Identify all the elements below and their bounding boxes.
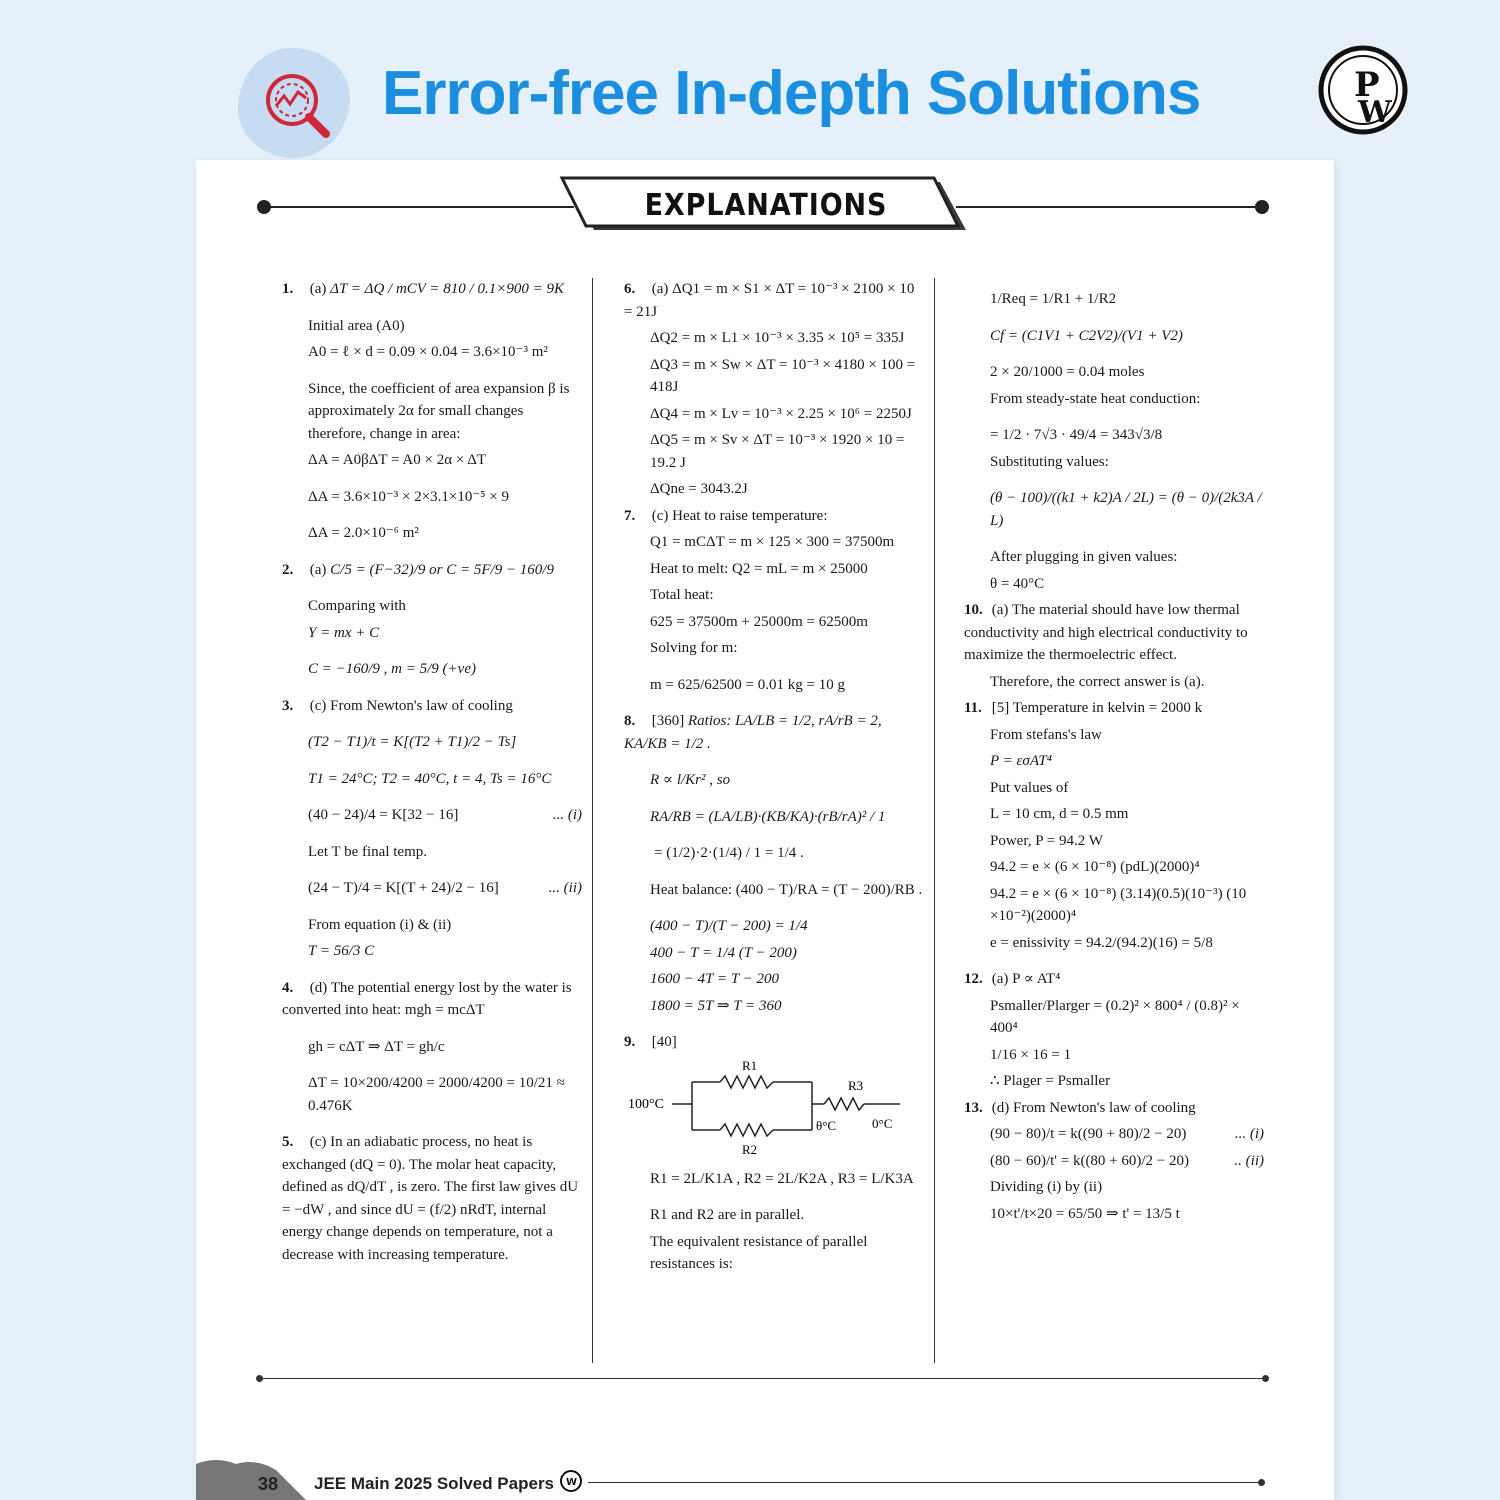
- footer-tab-shape: [196, 1456, 306, 1500]
- equation: RA/RB = (LA/LB)·(KB/KA)·(rB/rA)² / 1: [650, 808, 886, 825]
- text-line: Initial area (A0): [308, 317, 405, 334]
- equation: (θ − 100)/((k1 + k2)A / 2L) = (θ − 0)/(2k3A / L): [990, 490, 1262, 529]
- rule-dot: [1258, 1479, 1265, 1486]
- bottom-rule: [259, 1378, 1265, 1379]
- equation: ΔQne = 3043.2J: [650, 481, 748, 497]
- equation: (90 − 80)/t = k((90 + 80)/2 − 20) ... (i): [990, 1126, 1264, 1142]
- page-number: 38: [258, 1474, 279, 1494]
- equation: Y = mx + C: [308, 624, 380, 641]
- svg-text:W: W: [1358, 95, 1392, 130]
- equation: ∴ Plager = Psmaller: [990, 1073, 1111, 1089]
- rule-dot: [1262, 1375, 1269, 1382]
- pw-logo: [560, 1470, 582, 1492]
- resistor-label-r1: R1: [742, 1057, 758, 1073]
- text-line: From stefans's law: [990, 726, 1102, 743]
- solution-12: 12. (a) P ∝ AT⁴: [964, 971, 1061, 987]
- equation: ΔQ5 = m × Sv × ΔT = 10⁻³ × 1920 × 10 = 19.2 J: [650, 432, 905, 471]
- text-line: Comparing with: [308, 598, 406, 614]
- solution-10: 10. (a) The material should have low thermal conductivity and high electrical conductivity to maximize the thermoelectric effect.: [964, 602, 1248, 663]
- section-title: EXPLANATIONS: [644, 188, 888, 223]
- equation: A0 = ℓ × d = 0.09 × 0.04 = 3.6×10⁻³ m²: [308, 344, 548, 360]
- text-line: Substituting values:: [990, 453, 1109, 470]
- text-line: Put values of: [990, 779, 1069, 796]
- equation: ΔQ3 = m × Sw × ΔT = 10⁻³ × 4180 × 100 = 418J: [650, 356, 916, 395]
- equation: Heat to melt: Q2 = mL = m × 25000: [650, 560, 868, 577]
- resistor-label-r3: R3: [848, 1077, 864, 1093]
- equation: e = enissivity = 94.2/(94.2)(16) = 5/8: [990, 934, 1213, 951]
- equation: Heat balance: (400 − T)/RA = (T − 200)/RB .: [650, 881, 923, 898]
- solution-5: 5. (c) In an adiabatic process, no heat is exchanged (dQ = 0). The molar heat capacity, defined as dQ/dT , is zero. The first law gives dU = −dW , and since dU = (f/2) nRdT, internal energy change depends on temperature, not a decrease with increasing temperature.: [282, 1134, 579, 1263]
- solution-9: 9. [40]: [624, 1034, 677, 1050]
- equation: (80 − 60)/t' = k((80 + 60)/2 − 20) .. (ii): [990, 1152, 1264, 1169]
- equation: P = εσAT⁴: [990, 753, 1052, 769]
- equation: m = 625/62500 = 0.01 kg = 10 g: [650, 676, 845, 693]
- column-1: [282, 278, 582, 1270]
- resistor-label-r2: R2: [742, 1141, 758, 1157]
- text-line: Dividing (i) by (ii): [990, 1179, 1103, 1195]
- equation: ΔA = 2.0×10⁻⁶ m²: [308, 525, 419, 541]
- magnifier-chart-icon: [258, 66, 334, 142]
- solution-1: 1. (a) ΔT = ΔQ / mCV = 810 / 0.1×900 = 9K: [282, 281, 564, 297]
- equation: T1 = 24°C; T2 = 40°C, t = 4, Ts = 16°C: [308, 770, 552, 787]
- column-divider: [592, 278, 593, 1363]
- solution-2: 2. (a) C/5 = (F−32)/9 or C = 5F/9 − 160/9: [282, 561, 554, 578]
- equation: (40 − 24)/4 = K[32 − 16] ... (i): [308, 807, 582, 823]
- equation: R ∝ l/Kr² , so: [650, 772, 731, 788]
- solution-13: 13. (d) From Newton's law of cooling: [964, 1099, 1196, 1116]
- equation: ΔA = A0βΔT = A0 × 2α × ΔT: [308, 452, 487, 468]
- equation: (T2 − T1)/t = K[(T2 + T1)/2 − Ts]: [308, 734, 517, 750]
- circuit-label-mid: θ°C: [816, 1117, 837, 1133]
- solution-6: 6. (a) ΔQ1 = m × S1 × ΔT = 10⁻³ × 2100 × 10 = 21J: [624, 281, 915, 320]
- solution-7: 7. (c) Heat to raise temperature:: [624, 507, 828, 524]
- svg-text:W: W: [566, 1477, 578, 1488]
- text-line: From steady-state heat conduction:: [990, 390, 1201, 407]
- equation: 625 = 37500m + 25000m = 62500m: [650, 613, 868, 630]
- svg-text:P: P: [1354, 65, 1380, 105]
- equation: ΔQ4 = m × Lv = 10⁻³ × 2.25 × 10⁶ = 2250J: [650, 405, 912, 422]
- solution-8: 8. [360] Ratios: LA/LB = 1/2, rA/rB = 2, KA/KB = 1/2 .: [624, 713, 882, 752]
- equation: 2 × 20/1000 = 0.04 moles: [990, 364, 1145, 380]
- equation: ΔA = 3.6×10⁻³ × 2×3.1×10⁻⁵ × 9: [308, 488, 509, 505]
- column-3: [964, 278, 1264, 1229]
- equation: = (1/2)·2·(1/4) / 1 = 1/4 .: [654, 845, 804, 861]
- equation: (400 − T)/(T − 200) = 1/4: [650, 918, 808, 934]
- equation: C = −160/9 , m = 5/9 (+ve): [308, 661, 476, 677]
- column-2: [624, 278, 924, 1280]
- text-line: The equivalent resistance of parallel resistances is:: [650, 1233, 868, 1272]
- pw-logo: [1318, 44, 1408, 136]
- equation: 94.2 = e × (6 × 10⁻⁸) (pdL)(2000)⁴: [990, 859, 1200, 875]
- equation: Power, P = 94.2 W: [990, 832, 1103, 849]
- equation: 400 − T = 1/4 (T − 200): [650, 944, 797, 961]
- equation: L = 10 cm, d = 0.5 mm: [990, 806, 1129, 822]
- footer-rule: [588, 1482, 1262, 1483]
- text-line: From equation (i) & (ii): [308, 916, 452, 933]
- equation: 1/Req = 1/R1 + 1/R2: [990, 291, 1117, 307]
- page-sheet: [196, 160, 1334, 1500]
- solution-3: 3. (c) From Newton's law of cooling: [282, 697, 513, 714]
- banner: [0, 0, 1500, 160]
- text-line: R1 and R2 are in parallel.: [650, 1207, 805, 1223]
- column-divider: [934, 278, 935, 1363]
- equation: Psmaller/Plarger = (0.2)² × 800⁴ / (0.8)² × 400⁴: [990, 997, 1240, 1036]
- text-line: Let T be final temp.: [308, 843, 427, 860]
- text-line: After plugging in given values:: [990, 549, 1178, 565]
- circuit-label-left: 100°C: [628, 1096, 664, 1112]
- equation: ΔQ2 = m × L1 × 10⁻³ × 3.35 × 10⁵ = 335J: [650, 330, 905, 346]
- equation: 94.2 = e × (6 × 10⁻⁸) (3.14)(0.5)(10⁻³) (10 ×10⁻²)(2000)⁴: [990, 885, 1247, 924]
- circuit-label-right: 0°C: [872, 1115, 893, 1131]
- equation: Cf = (C1V1 + C2V2)/(V1 + V2): [990, 327, 1183, 344]
- equation: (24 − T)/4 = K[(T + 24)/2 − 16] ... (ii): [308, 880, 582, 896]
- text-line: Since, the coefficient of area expansion β is approximately 2α for small changes therefore, change in area:: [308, 380, 570, 442]
- equation: ΔT = 10×200/4200 = 2000/4200 = 10/21 ≈ 0.476K: [308, 1075, 565, 1114]
- solution-11: 11. [5] Temperature in kelvin = 2000 k: [964, 700, 1203, 716]
- equation: θ = 40°C: [990, 575, 1045, 592]
- text-line: Therefore, the correct answer is (a).: [990, 673, 1205, 690]
- equation: Q1 = mCΔT = m × 125 × 300 = 37500m: [650, 534, 895, 550]
- equation: gh = cΔT ⇒ ΔT = gh/c: [308, 1038, 445, 1055]
- equation: R1 = 2L/K1A , R2 = 2L/K2A , R3 = L/K3A: [650, 1170, 914, 1187]
- banner-title: Error-free In-depth Solutions: [382, 59, 1201, 128]
- equation: 1600 − 4T = T − 200: [650, 971, 780, 987]
- solution-4: 4. (d) The potential energy lost by the water is converted into heat: mgh = mcΔT: [282, 979, 572, 1018]
- equation: 1800 = 5T ⇒ T = 360: [650, 997, 782, 1014]
- equation: 1/16 × 16 = 1: [990, 1046, 1072, 1063]
- equation: = 1/2 · 7√3 · 49/4 = 343√3/8: [990, 427, 1163, 443]
- footer-title: JEE Main 2025 Solved Papers: [314, 1474, 555, 1493]
- equation: 10×t'/t×20 = 65/50 ⇒ t' = 13/5 t: [990, 1205, 1180, 1222]
- text-line: Total heat:: [650, 587, 714, 603]
- text-line: Solving for m:: [650, 640, 738, 656]
- circuit-diagram: [628, 1058, 928, 1158]
- equation: T = 56/3 C: [308, 943, 375, 959]
